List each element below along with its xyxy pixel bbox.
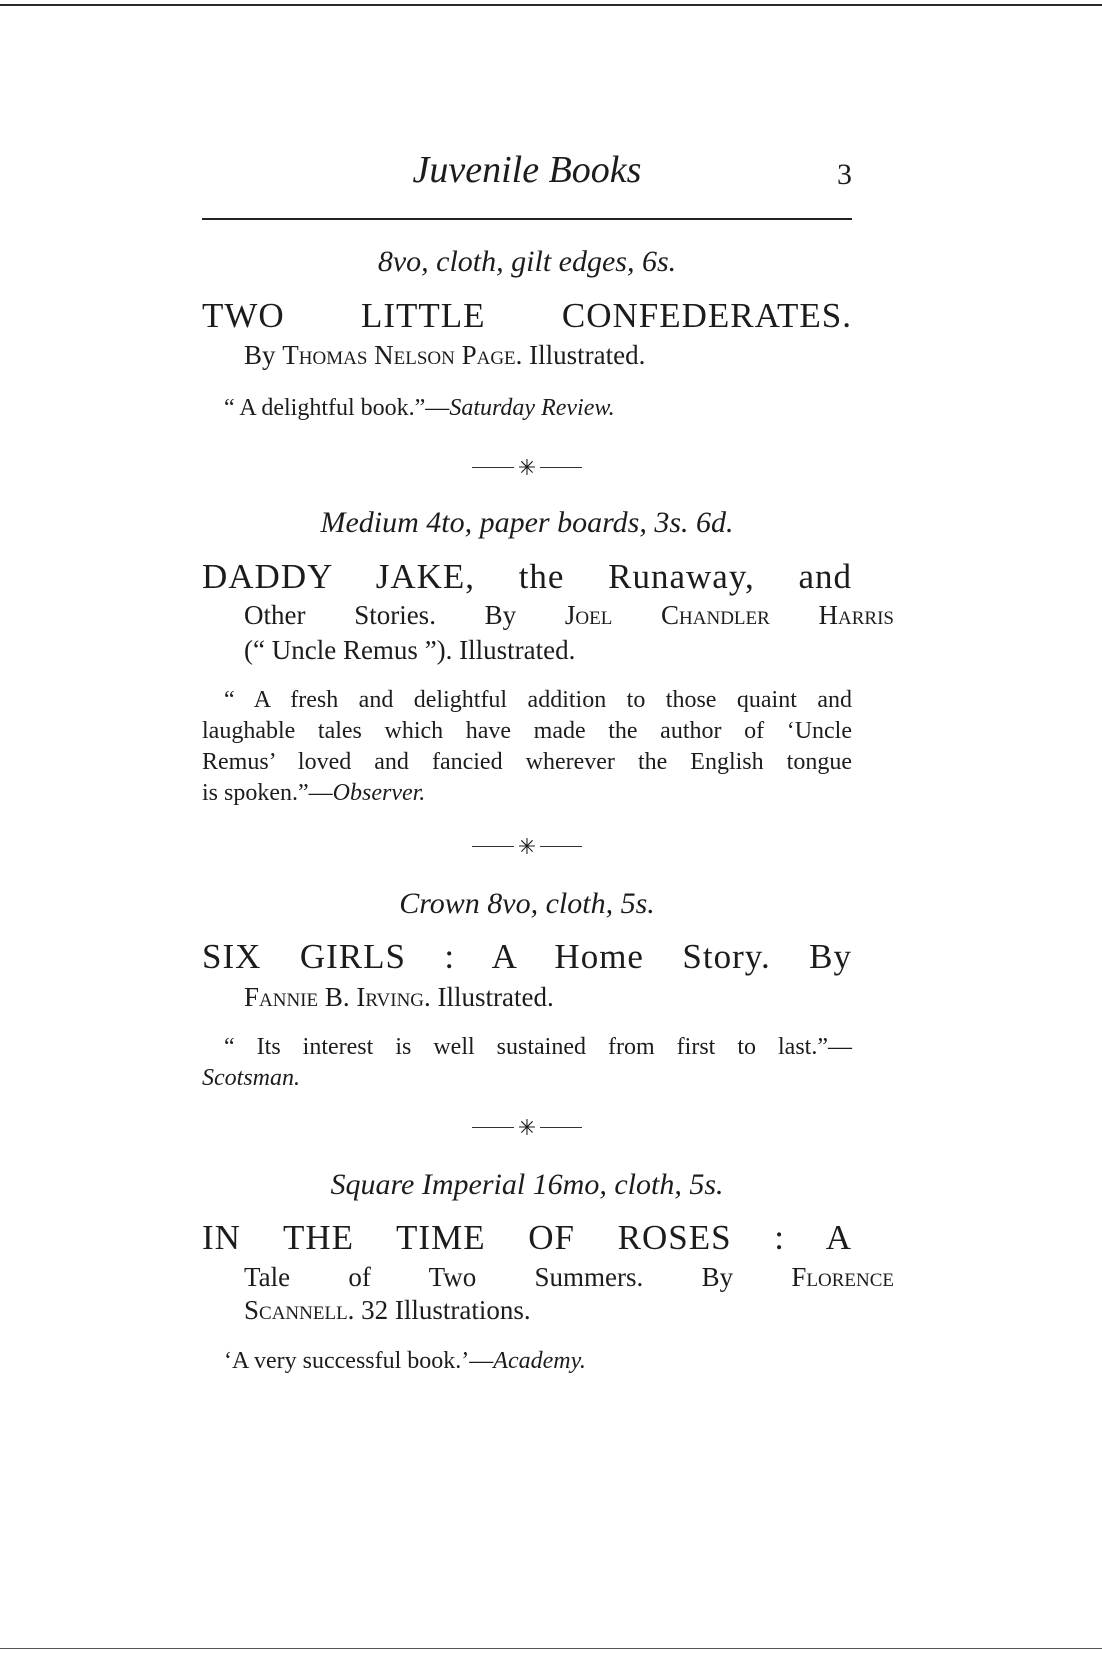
review-line: is spoken.”— xyxy=(202,780,333,806)
review-line: laughable tales which have made the author of ‘Uncle xyxy=(202,718,852,744)
review-text: ‘A very successful book.’— xyxy=(224,1348,494,1374)
review-source: Observer. xyxy=(332,780,426,806)
byline-text: Other Stories. By xyxy=(244,600,565,630)
book-3-byline xyxy=(202,982,894,1013)
book-4-review xyxy=(202,1346,874,1377)
review-line: “ A fresh and delightful addition to those quaint and xyxy=(224,687,852,713)
review-source: Academy. xyxy=(493,1348,586,1374)
review-line: “ Its interest is well sustained from first to last.”— xyxy=(224,1034,852,1060)
top-border xyxy=(0,4,1102,6)
review-source: Scotsman. xyxy=(202,1065,300,1091)
review-source: Saturday Review. xyxy=(449,395,615,421)
page-number: 3 xyxy=(837,158,852,191)
asterism-icon: ✳ xyxy=(517,1114,537,1140)
book-4-byline-line-2 xyxy=(202,1295,894,1326)
byline-text: . Illustrated. xyxy=(515,340,646,370)
author-name: Thomas Nelson Page xyxy=(282,340,516,370)
bottom-border xyxy=(0,1648,1102,1649)
section-divider xyxy=(202,453,852,481)
running-header xyxy=(202,148,852,208)
asterism-icon: ✳ xyxy=(517,833,537,859)
author-name: Joel Chandler Harris xyxy=(564,600,894,630)
book-2-byline-line-2: (“ Uncle Remus ”). Illustrated. xyxy=(244,635,576,665)
review-text: “ A delightful book.”— xyxy=(224,395,450,421)
book-4-format: Square Imperial 16mo, cloth, 5s. xyxy=(330,1168,724,1201)
byline-text: Tale of Two Summers. By xyxy=(244,1262,792,1292)
book-3-review xyxy=(202,1032,852,1094)
byline-text: . 32 Illustrations. xyxy=(347,1295,531,1325)
book-1-review xyxy=(202,393,874,424)
book-4-title: IN THE TIME OF ROSES : A xyxy=(202,1218,852,1257)
book-1-byline xyxy=(202,340,894,371)
book-2-review xyxy=(202,685,852,809)
header-rule xyxy=(202,218,852,220)
author-name: Fannie B. Irving xyxy=(244,982,425,1012)
author-name: Scannell xyxy=(244,1295,348,1325)
section-divider xyxy=(202,832,852,860)
byline-text: By xyxy=(244,340,283,370)
review-line: Remus’ loved and fancied wherever the English tongue xyxy=(202,749,852,775)
asterism-icon: ✳ xyxy=(517,454,537,480)
book-1-format: 8vo, cloth, gilt edges, 6s. xyxy=(377,245,677,278)
book-4-byline-line-1 xyxy=(202,1262,894,1293)
book-2-title: DADDY JAKE, the Runaway, and xyxy=(202,557,852,596)
book-1-title: TWO LITTLE CONFEDERATES. xyxy=(202,296,852,335)
book-2-byline-line-1 xyxy=(202,600,894,631)
section-divider xyxy=(202,1113,852,1141)
book-3-title: SIX GIRLS : A Home Story. By xyxy=(202,937,852,976)
book-3-format: Crown 8vo, cloth, 5s. xyxy=(399,887,655,920)
byline-text: . Illustrated. xyxy=(424,982,554,1012)
running-title: Juvenile Books xyxy=(412,149,642,191)
author-name: Florence xyxy=(791,1262,894,1292)
book-2-format: Medium 4to, paper boards, 3s. 6d. xyxy=(320,506,734,539)
